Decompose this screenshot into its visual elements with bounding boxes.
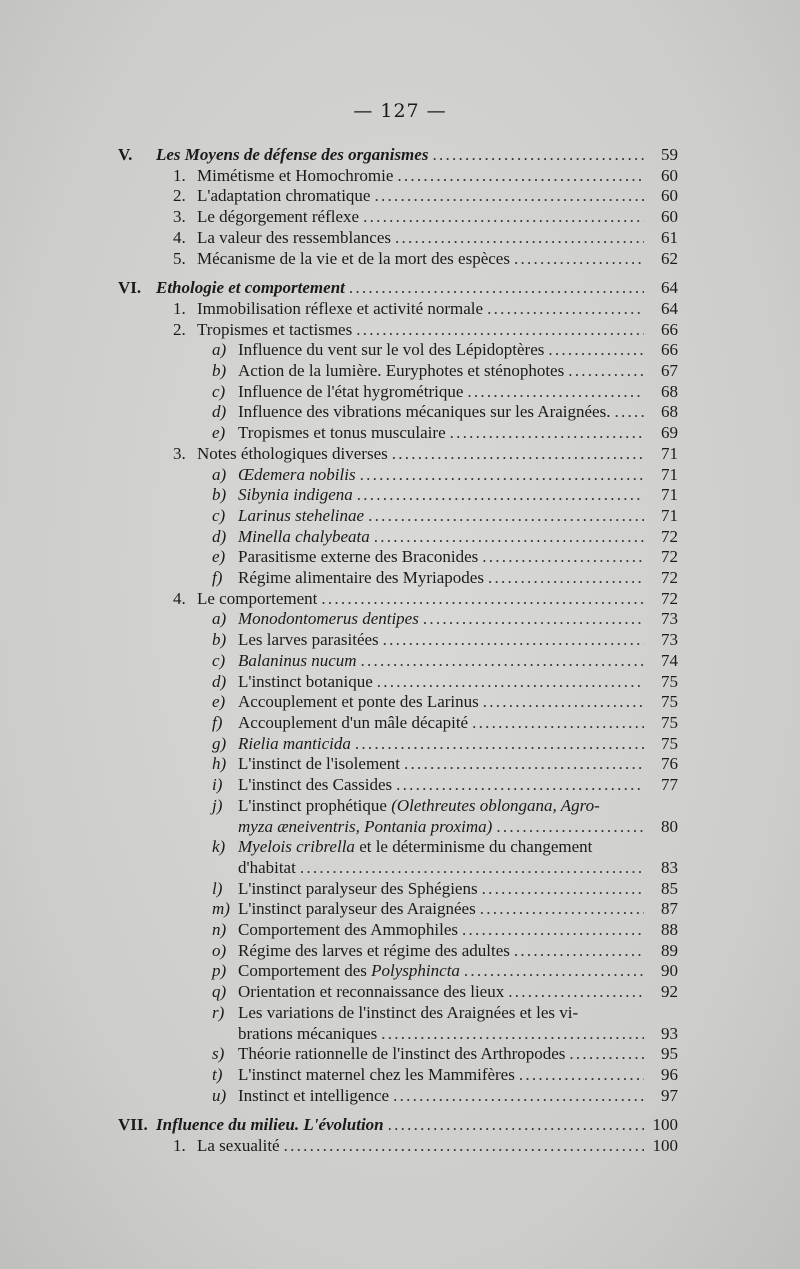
subitem-title: L'instinct paralyseur des Sphégiens [238, 878, 478, 898]
page-ref: 71 [661, 485, 678, 505]
toc-subitem[interactable] [118, 630, 678, 651]
toc-item[interactable] [118, 166, 678, 187]
page-ref: 62 [661, 248, 678, 268]
item-number: 4. [173, 588, 186, 608]
dot-leader [395, 228, 644, 249]
subitem-letter: e) [212, 547, 226, 567]
subitem-title-part: et le déterminisme du changement [359, 837, 593, 857]
toc-subitem[interactable] [118, 1044, 678, 1065]
subitem-letter: a) [212, 609, 227, 629]
subitem-title: Accouplement d'un mâle décapité [238, 712, 469, 732]
subitem-letter: s) [212, 1044, 225, 1064]
toc-subitem[interactable] [118, 609, 678, 630]
dot-leader [614, 402, 644, 423]
subitem-title: Œdemera nobilis [238, 464, 356, 484]
subitem-title: Comportement des Ammophiles [238, 920, 459, 940]
subitem-title: L'instinct paralyseur des Araignées [238, 899, 476, 919]
subitem-title [238, 961, 460, 982]
subitem-letter: d) [212, 526, 227, 546]
toc-item[interactable] [118, 444, 678, 465]
subitem-title: Les variations de l'instinct des Araignées et les vi- [238, 1002, 579, 1022]
page-ref: 88 [661, 920, 678, 940]
subitem-title: Sibynia indigena [238, 485, 353, 505]
toc-subitem[interactable] [118, 382, 678, 403]
toc-subitem[interactable] [118, 506, 678, 527]
dot-leader [423, 609, 644, 630]
toc-subitem[interactable] [118, 713, 678, 734]
page-ref: 60 [661, 207, 678, 227]
table-of-contents [118, 145, 678, 1157]
subitem-letter: o) [212, 940, 227, 960]
subitem-letter: d) [212, 402, 227, 422]
toc-subitem[interactable] [118, 547, 678, 568]
toc-subitem[interactable] [118, 568, 678, 589]
page-ref: 80 [661, 816, 678, 836]
page-ref: 83 [661, 857, 678, 877]
subitem-title: Les larves parasitées [238, 630, 379, 650]
item-number: 3. [173, 443, 186, 463]
dot-leader [355, 734, 644, 755]
subitem-letter: i) [212, 775, 223, 795]
subitem-title: Monodontomerus dentipes [238, 609, 419, 629]
page-ref: 64 [661, 298, 678, 318]
subitem-letter: u) [212, 1085, 227, 1105]
dot-leader [392, 444, 644, 465]
page-ref: 100 [652, 1115, 678, 1135]
toc-subitem[interactable] [118, 692, 678, 713]
subitem-title: Orientation et reconnaissance des lieux [238, 982, 505, 1002]
toc-subitem[interactable] [118, 423, 678, 444]
subitem-title: Instinct et intelligence [238, 1085, 390, 1105]
item-title: La valeur des ressemblances [197, 227, 391, 247]
item-title: L'adaptation chromatique [197, 186, 371, 206]
toc-subitem[interactable] [118, 1086, 678, 1107]
dot-leader [321, 589, 644, 610]
toc-subitem[interactable] [118, 754, 678, 775]
toc-subitem[interactable] [118, 672, 678, 693]
page-ref: 61 [661, 227, 678, 247]
section-title: Ethologie et comportement [156, 278, 345, 298]
subitem-letter: j) [212, 795, 223, 815]
item-number: 5. [173, 248, 186, 268]
page-ref: 66 [661, 319, 678, 339]
toc-item[interactable] [118, 207, 678, 228]
subitem-letter: a) [212, 464, 227, 484]
page-ref: 74 [661, 650, 678, 670]
toc-subitem[interactable] [118, 775, 678, 796]
dot-leader [374, 186, 644, 207]
item-title: Le dégorgement réflexe [197, 207, 360, 227]
dot-leader [462, 920, 644, 941]
toc-subitem-continuation [118, 1024, 678, 1045]
toc-item[interactable] [118, 299, 678, 320]
dot-leader [508, 982, 644, 1003]
page-ref: 92 [661, 982, 678, 1002]
subitem-title: Influence des vibrations mécaniques sur les Araignées. [238, 402, 611, 422]
toc-subitem[interactable] [118, 402, 678, 423]
dot-leader [450, 423, 644, 444]
item-number: 2. [173, 186, 186, 206]
page-ref: 90 [661, 961, 678, 981]
dot-leader [482, 879, 644, 900]
dot-leader [482, 547, 644, 568]
toc-item[interactable] [118, 320, 678, 341]
page-ref: 75 [661, 692, 678, 712]
dot-leader [467, 382, 644, 403]
toc-subitem[interactable] [118, 982, 678, 1003]
dot-leader [483, 692, 644, 713]
page-ref: 68 [661, 381, 678, 401]
section-title: Influence du milieu. L'évolution [156, 1115, 384, 1135]
dot-leader [568, 361, 644, 382]
page-ref: 73 [661, 630, 678, 650]
dot-leader [496, 817, 644, 838]
subitem-title-part: d'habitat [238, 857, 296, 877]
dot-leader [377, 672, 644, 693]
subitem-title-part: Myelois cribrella [238, 837, 355, 857]
toc-subitem[interactable] [118, 1065, 678, 1086]
toc-item[interactable] [118, 228, 678, 249]
dot-leader [388, 1115, 644, 1136]
dot-leader [374, 527, 644, 548]
toc-subitem[interactable] [118, 879, 678, 900]
section-number: VII. [118, 1115, 148, 1135]
subitem-title: Balaninus nucum [238, 650, 357, 670]
toc-subitem[interactable] [118, 361, 678, 382]
subitem-title: Influence de l'état hygrométrique [238, 381, 464, 401]
subitem-title: Minella chalybeata [238, 526, 370, 546]
subitem-letter: r) [212, 1002, 225, 1022]
dot-leader [396, 775, 644, 796]
page-ref: 97 [661, 1085, 678, 1105]
subitem-letter: b) [212, 361, 227, 381]
page-ref: 72 [661, 588, 678, 608]
dot-leader [488, 568, 644, 589]
item-title: Mimétisme et Homochromie [197, 165, 394, 185]
toc-item[interactable] [118, 186, 678, 207]
subitem-letter: n) [212, 920, 227, 940]
subitem-title: L'instinct de l'isolement [238, 754, 400, 774]
subitem-title-part: (Olethreutes oblongana, Agro- [391, 795, 600, 815]
page-ref: 73 [661, 609, 678, 629]
page-ref: 72 [661, 547, 678, 567]
item-number: 1. [173, 165, 186, 185]
toc-subitem[interactable] [118, 734, 678, 755]
toc-section[interactable] [118, 145, 678, 166]
dot-leader [569, 1044, 644, 1065]
dot-leader [514, 249, 644, 270]
toc-item[interactable] [118, 1136, 678, 1157]
toc-subitem[interactable] [118, 1003, 678, 1024]
dot-leader [381, 1024, 644, 1045]
subitem-title: L'instinct botanique [238, 671, 373, 691]
item-number: 1. [173, 298, 186, 318]
page-ref: 60 [661, 186, 678, 206]
dot-leader [472, 713, 644, 734]
subitem-letter: m) [212, 899, 230, 919]
item-number: 2. [173, 319, 186, 339]
page-ref: 93 [661, 1023, 678, 1043]
toc-subitem[interactable] [118, 920, 678, 941]
item-number: 1. [173, 1136, 186, 1156]
subitem-title: Parasitisme externe des Braconides [238, 547, 479, 567]
subitem-title: Régime des larves et régime des adultes [238, 940, 510, 960]
item-title: Notes éthologiques diverses [197, 443, 388, 463]
subitem-letter: c) [212, 381, 226, 401]
item-number: 3. [173, 207, 186, 227]
dot-leader [393, 1086, 644, 1107]
subitem-letter: f) [212, 712, 223, 732]
dot-leader [368, 506, 644, 527]
page-ref: 85 [661, 878, 678, 898]
toc-subitem[interactable] [118, 837, 678, 858]
page-ref: 71 [661, 464, 678, 484]
subitem-letter: h) [212, 754, 227, 774]
dot-leader [432, 145, 644, 166]
dot-leader [404, 754, 644, 775]
page-ref: 60 [661, 165, 678, 185]
subitem-title: Accouplement et ponte des Larinus [238, 692, 479, 712]
toc-subitem-continuation [118, 858, 678, 879]
dot-leader [480, 899, 644, 920]
toc-subitem-continuation [118, 817, 678, 838]
subitem-letter: a) [212, 340, 227, 360]
subitem-title [238, 837, 592, 858]
page-ref: 75 [661, 671, 678, 691]
dot-leader [464, 961, 644, 982]
toc-subitem[interactable] [118, 941, 678, 962]
page-number: — 127 — [353, 100, 447, 122]
page-ref: 96 [661, 1064, 678, 1084]
page-ref: 67 [661, 361, 678, 381]
page-ref: 71 [661, 443, 678, 463]
item-number: 4. [173, 227, 186, 247]
dot-leader [548, 340, 644, 361]
toc-subitem[interactable] [118, 899, 678, 920]
toc-subitem[interactable] [118, 465, 678, 486]
subitem-letter: g) [212, 733, 227, 753]
subitem-title [238, 796, 600, 817]
dot-leader [356, 320, 644, 341]
page-ref: 72 [661, 526, 678, 546]
toc-subitem[interactable] [118, 796, 678, 817]
subitem-letter: b) [212, 485, 227, 505]
dot-leader [360, 465, 644, 486]
toc-item[interactable] [118, 249, 678, 270]
toc-section[interactable] [118, 278, 678, 299]
toc-subitem[interactable] [118, 485, 678, 506]
dot-leader [300, 858, 644, 879]
dot-leader [361, 651, 644, 672]
section-number: VI. [118, 278, 142, 298]
subitem-title: L'instinct des Cassides [238, 775, 393, 795]
page-ref: 87 [661, 899, 678, 919]
page-ref: 71 [661, 505, 678, 525]
toc-subitem[interactable] [118, 961, 678, 982]
subitem-title: Influence du vent sur le vol des Lépidoptères [238, 340, 545, 360]
subitem-letter: f) [212, 568, 223, 588]
page-ref: 76 [661, 754, 678, 774]
subitem-title-part: Comportement des [238, 961, 367, 981]
item-title: Tropismes et tactismes [197, 319, 353, 339]
subitem-letter: q) [212, 982, 227, 1002]
page-ref: 68 [661, 402, 678, 422]
subitem-title: Action de la lumière. Euryphotes et sténophotes [238, 361, 565, 381]
dot-leader [349, 278, 644, 299]
dot-leader [284, 1136, 644, 1157]
toc-subitem[interactable] [118, 340, 678, 361]
subitem-title: Rielia manticida [238, 733, 351, 753]
page-ref: 72 [661, 568, 678, 588]
section-title: Les Moyens de défense des organismes [156, 145, 429, 164]
subitem-letter: e) [212, 423, 226, 443]
item-title: Mécanisme de la vie et de la mort des espèces [197, 248, 510, 268]
dot-leader [487, 299, 644, 320]
subitem-letter: b) [212, 630, 227, 650]
dot-leader [397, 166, 644, 187]
subitem-title: L'instinct maternel chez les Mammifères [238, 1064, 515, 1084]
item-title: Immobilisation réflexe et activité normale [197, 298, 484, 318]
dot-leader [363, 207, 644, 228]
item-title: La sexualité [197, 1136, 280, 1156]
dot-leader [519, 1065, 644, 1086]
subitem-letter: t) [212, 1064, 223, 1084]
subitem-title-part: L'instinct prophétique [238, 795, 387, 815]
page-ref: 89 [661, 940, 678, 960]
subitem-title: Tropismes et tonus musculaire [238, 423, 446, 443]
page-ref: 77 [661, 775, 678, 795]
subitem-letter: c) [212, 505, 226, 525]
subitem-title: Larinus stehelinae [238, 505, 365, 525]
dot-leader [383, 630, 644, 651]
page-ref: 75 [661, 733, 678, 753]
item-title: Le comportement [197, 588, 318, 608]
page-ref: 100 [652, 1136, 678, 1156]
dot-leader [357, 485, 644, 506]
subitem-letter: c) [212, 650, 226, 670]
toc-item[interactable] [118, 589, 678, 610]
subitem-title: Régime alimentaire des Myriapodes [238, 568, 484, 588]
subitem-letter: p) [212, 961, 227, 981]
subitem-title-part: myza æneiventris, Pontania proxima) [238, 816, 493, 836]
subitem-title-part: brations mécaniques [238, 1023, 378, 1043]
toc-section[interactable] [118, 1115, 678, 1136]
section-number: V. [118, 145, 133, 164]
subitem-letter: e) [212, 692, 226, 712]
subitem-letter: k) [212, 837, 226, 857]
subitem-letter: d) [212, 671, 227, 691]
page-ref: 95 [661, 1044, 678, 1064]
page-ref: 75 [661, 712, 678, 732]
page-ref: 59 [661, 145, 678, 164]
page-ref: 66 [661, 340, 678, 360]
toc-subitem[interactable] [118, 527, 678, 548]
page-ref: 64 [661, 278, 678, 298]
subitem-title: Théorie rationnelle de l'instinct des Arthropodes [238, 1044, 566, 1064]
subitem-letter: l) [212, 878, 223, 898]
subitem-title-part: Polysphincta [371, 961, 460, 981]
dot-leader [514, 941, 644, 962]
page-ref: 69 [661, 423, 678, 443]
toc-subitem[interactable] [118, 651, 678, 672]
